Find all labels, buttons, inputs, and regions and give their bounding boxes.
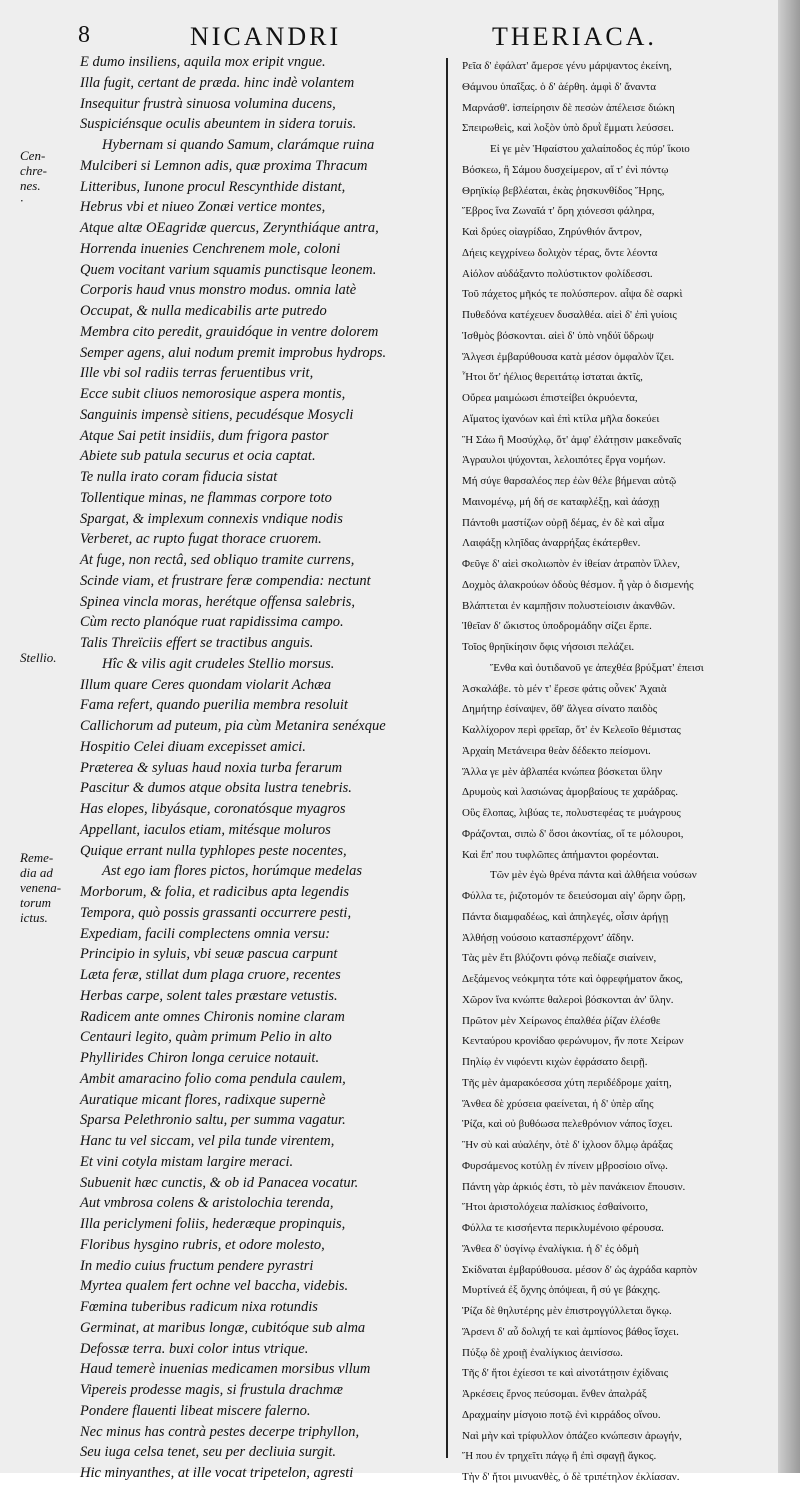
greek-text-line: Ἄρσενι δ' αὖ δολιχή τε καὶ ἀμπίονος βάθος ἴσχει. xyxy=(462,1325,679,1338)
margin-note-remedia: Reme- dia ad venena- torum ictus. xyxy=(20,850,62,925)
latin-text-line: Abiete sub patula securus et ocia captat. xyxy=(80,448,316,465)
greek-text-line: Πυθεδόνα κατέχευεν δυσαλθέα. αἰεὶ δ' ἐπὶ γυίοις xyxy=(462,309,677,321)
latin-text-line: Pondere flauenti libeat miscere falerno. xyxy=(80,1402,311,1419)
greek-text-line: Ἢν σὺ καὶ αὐαλέην, ὁτὲ δ' ἰχλοον ὅλμῳ ἀράξας xyxy=(462,1139,673,1151)
greek-text-line: Ἀγραυλοι ψύχονται, λελοιπότες ἔργα νομήων. xyxy=(462,454,666,467)
greek-text-line: Ἕβρος ἵνα Ζωναῖά τ' ὄρη χιόνεσσι φάληρα, xyxy=(462,205,655,218)
greek-text-line: Πάντα διαμφαδέως, καὶ ἀπηλεγές, οἷσιν ἀρήγῃ xyxy=(462,910,669,923)
greek-text-line: Καὶ ἔπ' που τυφλῶπες ἀπήμαντοι φορέονται. xyxy=(462,848,659,861)
latin-text-line: Phyllirides Chiron longa ceruice notauit. xyxy=(80,1050,320,1066)
greek-text-line: Βόσκεω, ἢ Σάμου δυσχείμερον, αἵ τ' ἐνὶ πόντῳ xyxy=(462,163,669,176)
latin-text-line: Atque Sai petit insidiis, dum frigora pastor xyxy=(80,427,329,444)
latin-text-line: Corporis haud vnus monstro modus. omnia latè xyxy=(80,282,357,299)
latin-text-line: Defossæ terra. buxi color intus vtrique. xyxy=(80,1340,309,1357)
margin-note-stellio: Stellio. xyxy=(20,650,57,665)
latin-text-line: Litteribus, Iunone procul Rescynthide distant, xyxy=(80,178,346,195)
latin-text-line: Horrenda inuenies Cenchrenem mole, coloni xyxy=(80,240,341,257)
latin-text-line: Spinea vincla moras, herétque offensa salebris, xyxy=(80,593,356,610)
greek-text-line: Τοῖος θρηϊκίησιν ὄφις νήσοισι πελάζει. xyxy=(462,641,635,653)
greek-text-line: Οὔρεα μαιμώωσι ἐπιστείβει ὀκρυόεντα, xyxy=(462,392,638,404)
margin-notes xyxy=(0,0,70,1473)
latin-text-line: Tempora, quò possis grassanti occurrere pesti, xyxy=(80,904,352,921)
running-title-right: THERIACA. xyxy=(492,22,657,51)
greek-text-line: Ναὶ μὴν καὶ τρίφυλλον ὀπάζεο κνώπεσιν ἀρωγήν, xyxy=(462,1429,682,1442)
latin-text-line: Insequitur frustrà sinuosa volumina ducens, xyxy=(80,95,336,112)
latin-text-line: Germinat, at maribus longæ, cubitóque sub alma xyxy=(80,1319,366,1336)
greek-text-line: Φύλλα τε, ῥιζοτομόν τε δειεύσομαι αἰγ' ὥρην ὥρῃ, xyxy=(462,890,686,902)
latin-text-line: Quique errant nulla typhlopes peste nocentes, xyxy=(80,842,347,859)
latin-text-line: Hebrus vbi et niueo Zonæi vertice montes, xyxy=(80,199,326,216)
greek-text-line: Ἦτοι ὅτ' ἠέλιος θερειτάτῳ ἱσταται ἀκτῖς, xyxy=(462,371,643,384)
greek-text-line: Τῆς μὲν ἀμαρακόεσσα χύτη περιδέδρομε χαίτη, xyxy=(462,1076,672,1089)
latin-text-line: Haud temerè inuenias medicamen morsibus vllum xyxy=(80,1361,371,1378)
greek-text-line: Αἵματος ἰχανόων καὶ ἐπὶ κτίλα μῆλα δοκεύει xyxy=(462,412,660,425)
latin-text-line: Præterea & syluas haud noxia turba ferarum xyxy=(80,759,343,776)
greek-text-line: Δρυμοὺς καὶ λασιώνας ἀμορβαίους τε χαράδρας. xyxy=(462,786,678,799)
latin-text-column xyxy=(80,52,444,1484)
latin-text-line: Auratique micant flores, radixque supernè xyxy=(80,1091,326,1108)
greek-text-line: Μαρνάσθ'. ἰσπείρησιν δὲ πεσὼν ἀπέλεισε διώκη xyxy=(462,101,675,114)
greek-text-line: Ἄνθεα δὲ χρύσεια φαείνεται, ἡ δ' ὑπὲρ αἴης xyxy=(462,1097,654,1110)
greek-text-line: Τοῦ πάχετος μῆκός τε πολύσπερον. αἶψα δὲ σαρκὶ xyxy=(462,288,683,301)
latin-text-line: Et vini cotyla mistam largire meraci. xyxy=(80,1153,294,1170)
latin-text-line: Cùm recto planóque ruat rapidissima campo. xyxy=(80,614,344,631)
greek-text-line: Ἄλγεσι ἐμβαρύθουσα κατὰ μέσον ὀμφαλὸν ἵζει. xyxy=(462,350,675,363)
latin-text-line: Vipereis prodesse magis, si frustula drachmæ xyxy=(80,1382,343,1398)
latin-text-line: Ille vbi sol radiis terras feruentibus vrit, xyxy=(80,365,314,382)
greek-text-line: Χῶρον ἵνα κνώπτε θαλεροὶ βόσκονται ἀν' ὕλην. xyxy=(462,993,674,1006)
latin-text-line: Hospitio Celei diuam excepisset amici. xyxy=(80,738,306,755)
latin-text-line: Læta feræ, stillat dum plaga cruore, recentes xyxy=(80,967,341,983)
latin-text-line: In medio cuius fructum pendere pyrastri xyxy=(80,1257,314,1274)
margin-note-cenchrenes: Cen- chre- nes. · xyxy=(20,148,47,208)
latin-text-line: Fama refert, quando puerilia membra resoluit xyxy=(80,697,348,714)
latin-text-line: Illum quare Ceres quondam violarit Achæa xyxy=(80,676,332,693)
latin-text-line: Hybernam si quando Samum, clarámque ruina xyxy=(102,137,375,153)
greek-text-line: Ἤ που ἐν τρηχεῖτι πάγῳ ἢ ἐπὶ σφαγῇ ἄγκος. xyxy=(462,1450,657,1463)
greek-text-line: Μαινομένῳ, μή δή σε καταφλέξῃ, καὶ ἀάσχῃ xyxy=(462,495,660,508)
greek-text-line: Θάμνου ὑπαΐξας. ὁ δ' ἀέρθη. ἀμφὶ δ' ἄναντα xyxy=(462,80,656,93)
greek-text-column xyxy=(462,56,780,1488)
latin-text-line: Membra cito peredit, grauidóque in ventre dolorem xyxy=(80,323,379,340)
greek-text-line: Ῥίζα δὲ θηλυτέρης μὲν ἐπιστρογγύλλεται ὄγκῳ. xyxy=(462,1305,672,1317)
latin-text-line: Tollentique minas, ne flammas corpore toto xyxy=(80,489,332,506)
greek-text-line: Ἰσθμὸς βόσκονται. αἰεὶ δ' ὑπὸ νηδύϊ ὕδρωψ xyxy=(462,329,654,342)
latin-text-line: Suspiciénsque oculis abeuntem in sidera toruis. xyxy=(80,116,357,133)
latin-text-line: Mulciberi si Lemnon adis, quæ proxima Thracum xyxy=(80,157,368,174)
greek-text-line: Ἀρχαίη Μετάνειρα θεὰν δέδεκτο πείσμονι. xyxy=(462,744,651,757)
greek-text-line: Ῥίζα, καὶ οὐ βυθόωσα πελεθρόνιον νάπος ἴσχει. xyxy=(462,1118,673,1131)
greek-text-line: Αἰόλον αὐδάξαντο πολύστικτον φολίδεσσι. xyxy=(462,267,653,280)
greek-text-line: Φυρσάμενος κοτύλῃ ἐν πίνειν μβροσίοιο οἴνῳ. xyxy=(462,1159,668,1172)
greek-text-line: Μυρτίνεά ἐξ ὄχνης ὁπόψεαι, ἢ σύ γε βάκχης. xyxy=(462,1284,661,1297)
greek-text-line: Πάντη γὰρ ἀρκιός ἐστι, τὸ μὲν πανάκειον ἔπουσιν. xyxy=(462,1180,686,1193)
greek-text-line: Πύξῳ δὲ χροιῇ ἐναλίγκιος ἀεινίσσω. xyxy=(462,1346,623,1359)
greek-text-line: Δραχμαίην μίσγοιο ποτῷ ἐνὶ κιρράδος οἴνου. xyxy=(462,1408,661,1421)
greek-text-line: Δήεις κεγχρίνεω δολιχὸν τέρας, ὅντε λέοντα xyxy=(462,246,658,259)
latin-text-line: Sparsa Pelethronio saltu, per summa vagatur. xyxy=(80,1112,346,1129)
greek-text-line: Ἀλθήσῃ νούσοιο κατασπέρχοντ' ἀΐδην. xyxy=(462,931,634,944)
latin-text-line: Herbas carpe, solent tales præstare vetustis. xyxy=(80,987,338,1004)
latin-text-line: Ecce subit cliuos nemorosique aspera montis, xyxy=(80,386,346,402)
latin-text-line: Occupat, & nulla medicabilis arte putredo xyxy=(80,303,327,319)
latin-text-line: Centauri legito, quàm primum Pelio in alto xyxy=(80,1029,332,1046)
greek-text-line: Φεῦγε δ' αἰεὶ σκολιωπὸν ἐν ἰθείαν ἀτραπὸν ἴλλεν, xyxy=(462,558,680,570)
greek-text-line: Δοχμὸς ἀλακρούων ὁδοὺς θέσμον. ἦ γὰρ ὁ δισμενής xyxy=(462,578,694,591)
latin-text-line: Te nulla irato coram fiducia sistat xyxy=(80,469,278,485)
greek-text-line: Καὶ δρύες οἰαγρίδαο, Ζηρύνθιόν ἄντρον, xyxy=(462,226,643,238)
latin-text-line: Pascitur & dumos atque obsita lustra tenebris. xyxy=(80,780,352,797)
latin-text-line: Semper agens, alui nodum premit improbus hydrops. xyxy=(80,344,387,361)
greek-text-line: Πηλίῳ ἐν νιφόεντι κιχὼν ἐφράσατο δειρῇ. xyxy=(462,1056,648,1068)
greek-text-line: Τὰς μὲν ἔτι βλύζοντι φόνῳ πεδίαζε σιαίνειν, xyxy=(462,952,657,965)
latin-text-line: Principio in syluis, vbi seuæ pascua carpunt xyxy=(80,946,338,963)
greek-text-line: Ἄνθεα δ' ὑσγίνῳ ἐναλίγκια. ἡ δ' ἐς ὀδμὴ xyxy=(462,1242,639,1255)
latin-text-line: Hic minyanthes, at ille vocat tripetelon, agresti xyxy=(80,1465,354,1481)
latin-text-line: Floribus hysgino rubris, et odore molesto, xyxy=(80,1236,325,1253)
latin-text-line: Has elopes, libyásque, coronatósque myagros xyxy=(80,801,346,817)
latin-text-line: E dumo insiliens, aquila mox eripit vngue. xyxy=(80,54,326,70)
greek-text-line: Σκίδναται ἐμβαρύθουσα. μέσον δ' ὡς ἀχράδα καρπὸν xyxy=(462,1263,698,1276)
greek-text-line: Δεξάμενος νεόκμητα τότε καὶ ὀφρεφήματον ἄκος, xyxy=(462,973,683,985)
greek-text-line: Λαιφάξῃ κληῖδας ἀναρρήξας ἑκάτερθεν. xyxy=(462,537,641,550)
latin-text-line: Fœmina tuberibus radicum nixa rotundis xyxy=(80,1299,318,1315)
latin-text-line: Scinde viam, et frustrare feræ compendia: nectunt xyxy=(80,572,371,589)
latin-text-line: Ast ego iam flores pictos, horúmque medelas xyxy=(102,863,363,880)
greek-text-line: Θρηϊκίῳ βεβλέαται, ἑκὰς ῥησκυνθίδος Ἥρης, xyxy=(462,184,665,197)
greek-text-line: Ἄλλα γε μὲν ἀβλαπέα κνώπεα βόσκεται ὕλην xyxy=(462,765,663,778)
latin-text-line: Atque altæ OEagridæ quercus, Zerynthiáque antra, xyxy=(80,220,379,236)
greek-text-line: Τὴν δ' ἤτοι μινυανθὲς, ὁ δὲ τριπέτηλον ἐκλίασαν. xyxy=(462,1471,680,1483)
latin-text-line: Radicem ante omnes Chironis nomine claram xyxy=(80,1008,345,1025)
latin-text-line: Expediam, facili complectens omnia versu: xyxy=(80,925,331,942)
latin-text-line: Verberet, ac rupto fugat thorace cruorem. xyxy=(80,531,322,548)
greek-text-line: Κενταύρου κρονίδαο φερώνυμον, ἥν ποτε Χείρων xyxy=(462,1035,684,1048)
latin-text-line: Callichorum ad puteum, pia cùm Metanira senéxque xyxy=(80,718,386,734)
greek-text-line: Καλλίχορον περὶ φρεῖαρ, ὅτ' ἐν Κελεοῖο θέμιστας xyxy=(462,724,681,736)
greek-text-line: Βλάπτεται ἐν καμπῇσιν πολυστείοισιν ἀκανθῶν. xyxy=(462,599,676,612)
greek-text-line: Ἢ Σάω ἢ Μοσύχλῳ, ὅτ' ἀμφ' ἐλάτῃσιν μακεδναῖς xyxy=(462,433,682,446)
greek-text-line: Δημήτηρ ἐσίναψεν, ὅθ' ἄλγεα σίνατο παιδὸς xyxy=(462,703,658,716)
latin-text-line: Seu iuga celsa tenet, seu per decliuia surgit. xyxy=(80,1444,336,1461)
latin-text-line: Spargat, & implexum connexis vndique nodis xyxy=(80,510,343,527)
running-title-left: NICANDRI xyxy=(190,22,342,51)
greek-text-line: Εἰ γε μὲν Ἡφαίστου χαλαίποδος ἐς πύρ' ἵκοιο xyxy=(490,143,690,155)
latin-text-line: Hanc tu vel siccam, vel pila tunde virentem, xyxy=(80,1133,335,1149)
greek-text-line: Τῆς δ' ἤτοι ἐχίεσσι τε καὶ αἰνοτάτῃσιν ἐχίδναις xyxy=(462,1367,669,1380)
greek-text-line: Ἀρκέσεις ἔρνος πεύσομαι. ἔνθεν ἀπαλράξ xyxy=(462,1388,647,1400)
latin-text-line: At fuge, non rectâ, sed obliquo tramite currens, xyxy=(80,552,355,568)
latin-text-line: Subuenit hæc cunctis, & ob id Panacea vocatur. xyxy=(80,1174,359,1191)
latin-text-line: Aut vmbrosa colens & aristolochia terenda, xyxy=(80,1195,334,1212)
greek-text-line: Ρεῖα δ' ἐφάλατ' ἄμερσε γένυ μάρψαντος ἐκείνη, xyxy=(462,60,672,72)
greek-text-line: Οὓς ἔλοπας, λιβύας τε, πολυστεφέας τε μυάγρους xyxy=(462,807,681,819)
greek-text-line: Ἤτοι ἀριστολόχεια παλίσκιος ἐσθαίνοιτο, xyxy=(462,1201,648,1214)
greek-text-line: Τῶν μὲν ἐγὼ θρένα πάντα καὶ ἀλθήεια νούσων xyxy=(490,869,697,882)
latin-text-line: Illa fugit, certant de præda. hinc indè volantem xyxy=(80,74,355,91)
latin-text-line: Hîc & vilis agit crudeles Stellio morsus. xyxy=(102,655,335,672)
latin-text-line: Myrtea qualem fert ochne vel baccha, videbis. xyxy=(80,1278,349,1295)
greek-text-line: Μή σύγε θαρσαλέος περ ἐὼν θέλε βήμεναι αὐτῷ xyxy=(462,475,677,487)
greek-text-line: Φύλλα τε κισσήεντα περικλυμένοιο φέρουσα. xyxy=(462,1222,664,1234)
latin-text-line: Sanguinis impensè sitiens, pecudésque Mosycli xyxy=(80,406,354,423)
page-number: 8 xyxy=(78,22,90,48)
page-edge-shadow xyxy=(778,0,800,1473)
greek-text-line: Πάντοθι μαστίζων οὐρῇ δέμας, ἐν δὲ καὶ αἷμα xyxy=(462,516,665,529)
latin-text-line: Morborum, & folia, et radicibus apta legendis xyxy=(80,884,350,900)
latin-text-line: Talis Threïciis effert se tractibus anguis. xyxy=(80,635,314,651)
greek-text-line: Ἔνθα καὶ ὁυτιδανοῦ γε ἀπεχθέα βρύξματ' ἐπεισι xyxy=(490,661,704,674)
latin-text-line: Illa periclymeni foliis, hederæque propinquis, xyxy=(80,1216,346,1232)
greek-text-line: Ἀσκαλάβε. τὸ μέν τ' ἔρεσε φάτις οὖνεκ' Ἀχαιὰ xyxy=(462,682,667,695)
greek-text-line: Ἰθεῖαν δ' ὤκιστος ὑποδρομάδην σίζει ἕρπε. xyxy=(462,620,652,633)
latin-text-line: Nec minus has contrà pestes decerpe triphyllon, xyxy=(80,1423,360,1440)
latin-text-line: Quem vocitant varium squamis punctisque leonem. xyxy=(80,261,377,278)
greek-text-line: Φράζονται, σιπὼ δ' ὅσοι ἀκοντίας, οἵ τε μόλουροι, xyxy=(462,827,684,840)
column-divider xyxy=(446,58,448,1458)
greek-text-line: Πρῶτον μὲν Χείρωνος ἐπαλθέα ῥίζαν ἑλέσθε xyxy=(462,1014,661,1027)
latin-text-line: Ambit amaracino folio coma pendula caulem, xyxy=(80,1070,346,1087)
latin-text-line: Appellant, iaculos etiam, mitésque moluros xyxy=(80,821,331,838)
greek-text-line: Σπειρωθεὶς, καὶ λοξὸν ὑπὸ δρυῒ ἔμματι λεύσσει. xyxy=(462,122,674,135)
